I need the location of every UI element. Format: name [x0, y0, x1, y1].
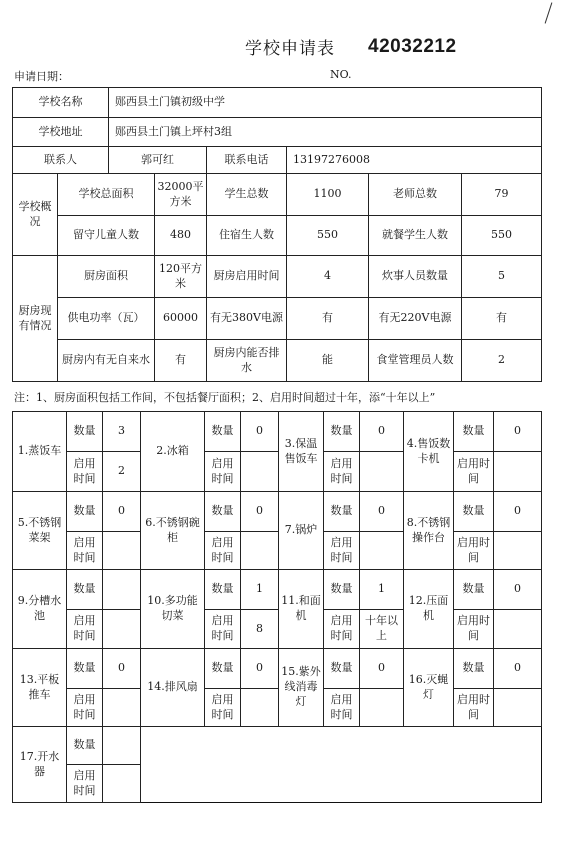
quantity-value: 0 — [494, 570, 542, 610]
quantity-value: 0 — [360, 492, 404, 532]
quantity-value: 0 — [241, 492, 279, 532]
equipment-name: 2.冰箱 — [141, 412, 205, 492]
kitchen-area-label: 厨房面积 — [58, 256, 155, 298]
years-value — [494, 452, 542, 492]
quantity-value: 0 — [494, 412, 542, 452]
quantity-value: 0 — [494, 649, 542, 689]
equipment-name: 7.锅炉 — [279, 492, 324, 570]
quantity-label: 数量 — [454, 570, 494, 610]
power-value: 60000 — [155, 298, 207, 340]
quantity-label: 数量 — [67, 727, 103, 765]
quantity-label: 数量 — [324, 649, 360, 689]
years-label: 启用时间 — [67, 610, 103, 649]
years-value: 8 — [241, 610, 279, 649]
kitchen-staff-value: 5 — [462, 256, 542, 298]
equipment-name: 15.紫外线消毒灯 — [279, 649, 324, 727]
quantity-value — [103, 570, 141, 610]
years-label: 启用时间 — [205, 689, 241, 727]
equipment-name: 1.蒸饭车 — [13, 412, 67, 492]
water-value: 有 — [155, 340, 207, 382]
quantity-label: 数量 — [67, 492, 103, 532]
years-label: 启用时间 — [454, 610, 494, 649]
equipment-name: 6.不锈钢碗柜 — [141, 492, 205, 570]
dining-value: 550 — [462, 216, 542, 256]
years-label: 启用时间 — [324, 689, 360, 727]
school-address-value: 郧西县土门镇上坪村3组 — [109, 118, 542, 147]
quantity-value: 0 — [241, 412, 279, 452]
quantity-value: 0 — [103, 649, 141, 689]
dining-label: 就餐学生人数 — [369, 216, 462, 256]
quantity-value: 1 — [241, 570, 279, 610]
quantity-label: 数量 — [324, 570, 360, 610]
years-value — [103, 765, 141, 803]
years-label: 启用时间 — [454, 452, 494, 492]
apply-date-label: 申请日期： — [14, 70, 69, 83]
quantity-label: 数量 — [205, 649, 241, 689]
years-label: 启用时间 — [67, 532, 103, 570]
school-name-value: 郧西县土门镇初级中学 — [109, 88, 542, 118]
kitchen-years-label: 厨房启用时间 — [207, 256, 287, 298]
years-value — [360, 689, 404, 727]
left-behind-label: 留守儿童人数 — [58, 216, 155, 256]
quantity-value: 0 — [103, 492, 141, 532]
school-info-table — [12, 87, 542, 382]
years-label: 启用时间 — [205, 452, 241, 492]
v220-label: 有无220V电源 — [369, 298, 462, 340]
water-label: 厨房内有无自来水 — [58, 340, 155, 382]
years-value — [241, 452, 279, 492]
phone-value: 13197276008 — [287, 147, 542, 174]
years-label: 启用时间 — [205, 610, 241, 649]
years-label: 启用时间 — [454, 532, 494, 570]
canteen-staff-label: 食堂管理员人数 — [369, 340, 462, 382]
quantity-label: 数量 — [67, 412, 103, 452]
quantity-label: 数量 — [67, 649, 103, 689]
years-label: 启用时间 — [324, 452, 360, 492]
quantity-label: 数量 — [324, 412, 360, 452]
phone-label: 联系电话 — [207, 147, 287, 174]
kitchen-staff-label: 炊事人员数量 — [369, 256, 462, 298]
equipment-name: 10.多功能切菜 — [141, 570, 205, 649]
power-label: 供电功率（瓦） — [58, 298, 155, 340]
drain-value: 能 — [287, 340, 369, 382]
quantity-value: 0 — [360, 649, 404, 689]
years-value — [103, 532, 141, 570]
contact-value: 郭可红 — [109, 147, 207, 174]
quantity-label: 数量 — [454, 649, 494, 689]
years-label: 启用时间 — [454, 689, 494, 727]
school-address-label: 学校地址 — [13, 118, 109, 147]
quantity-label: 数量 — [67, 570, 103, 610]
years-value — [360, 532, 404, 570]
kitchen-area-value: 120平方米 — [155, 256, 207, 298]
v380-value: 有 — [287, 298, 369, 340]
school-name-label: 学校名称 — [13, 88, 109, 118]
years-label: 启用时间 — [324, 532, 360, 570]
teachers-value: 79 — [462, 174, 542, 216]
total-area-value: 32000平方米 — [155, 174, 207, 216]
equipment-name: 16.灭蝇灯 — [404, 649, 454, 727]
drain-label: 厨房内能否排水 — [207, 340, 287, 382]
years-value: 2 — [103, 452, 141, 492]
equipment-name: 4.售饭数卡机 — [404, 412, 454, 492]
form-title: 学校申请表 — [245, 39, 335, 59]
students-value: 1100 — [287, 174, 369, 216]
quantity-value — [103, 727, 141, 765]
equipment-name: 3.保温售饭车 — [279, 412, 324, 492]
equipment-name: 9.分槽水池 — [13, 570, 67, 649]
quantity-value: 0 — [360, 412, 404, 452]
equipment-name: 11.和面机 — [279, 570, 324, 649]
years-value — [494, 689, 542, 727]
v380-label: 有无380V电源 — [207, 298, 287, 340]
years-value — [241, 532, 279, 570]
equipment-name: 14.排风扇 — [141, 649, 205, 727]
contact-label: 联系人 — [13, 147, 109, 174]
form-note: 注：1、厨房面积包括工作间，不包括餐厅面积；2、启用时间超过十年，添“十年以上” — [14, 391, 436, 404]
years-label: 启用时间 — [67, 452, 103, 492]
equipment-name: 17.开水器 — [13, 727, 67, 803]
years-value — [241, 689, 279, 727]
years-label: 启用时间 — [67, 765, 103, 803]
v220-value: 有 — [462, 298, 542, 340]
kitchen-section-label: 厨房现有情况 — [13, 256, 58, 382]
equipment-name: 8.不锈钢操作台 — [404, 492, 454, 570]
years-label: 启用时间 — [205, 532, 241, 570]
boarding-value: 550 — [287, 216, 369, 256]
left-behind-value: 480 — [155, 216, 207, 256]
total-area-label: 学校总面积 — [58, 174, 155, 216]
quantity-value: 0 — [494, 492, 542, 532]
canteen-staff-value: 2 — [462, 340, 542, 382]
serial-number: 42032212 — [368, 36, 457, 57]
boarding-label: 住宿生人数 — [207, 216, 287, 256]
corner-pen-mark — [545, 2, 553, 23]
years-value — [103, 610, 141, 649]
teachers-label: 老师总数 — [369, 174, 462, 216]
quantity-label: 数量 — [205, 570, 241, 610]
years-value — [494, 532, 542, 570]
kitchen-years-value: 4 — [287, 256, 369, 298]
quantity-value: 0 — [241, 649, 279, 689]
quantity-value: 3 — [103, 412, 141, 452]
equipment-name: 12.压面机 — [404, 570, 454, 649]
equipment-name: 5.不锈钢菜架 — [13, 492, 67, 570]
years-label: 启用时间 — [324, 610, 360, 649]
quantity-value: 1 — [360, 570, 404, 610]
quantity-label: 数量 — [205, 492, 241, 532]
years-value — [360, 452, 404, 492]
no-label: NO. — [330, 68, 352, 81]
overview-section-label: 学校概况 — [13, 174, 58, 256]
students-label: 学生总数 — [207, 174, 287, 216]
years-label: 启用时间 — [67, 689, 103, 727]
equipment-table — [12, 411, 542, 803]
years-value — [494, 610, 542, 649]
quantity-label: 数量 — [205, 412, 241, 452]
years-value: 十年以上 — [360, 610, 404, 649]
years-value — [103, 689, 141, 727]
quantity-label: 数量 — [454, 412, 494, 452]
quantity-label: 数量 — [454, 492, 494, 532]
equipment-name: 13.平板推车 — [13, 649, 67, 727]
quantity-label: 数量 — [324, 492, 360, 532]
